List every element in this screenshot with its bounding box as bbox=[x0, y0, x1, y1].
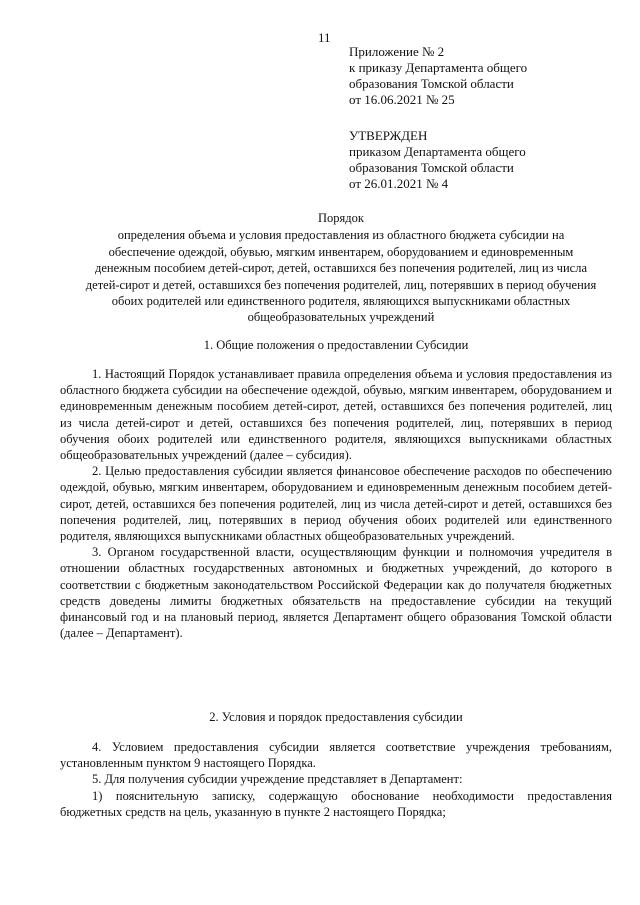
document-title: Порядок bbox=[318, 211, 364, 225]
paragraph: 2. Целью предоставления субсидии является финансовое обеспечение расходов по обеспечению одеждой, обувью, мягким инвентарем, оборудованием и единовременным денежным пособием детей-сирот, детей, оставшихся без попечения родителей, лиц из числа детей-сирот и детей, оставшихся без попечения родителей, лиц, потерявших в период обучения обоих родителей или единственного родителя, являющихся выпускниками областных общеобразовательных учреждений. bbox=[60, 464, 612, 544]
approval-line: приказом Департамента общего bbox=[349, 144, 526, 159]
appendix-line: образования Томской области bbox=[349, 76, 514, 91]
approval-stamp bbox=[349, 128, 609, 192]
section-body bbox=[60, 366, 612, 641]
page-number: 11 bbox=[318, 30, 331, 45]
paragraph: 1. Настоящий Порядок устанавливает правила определения объема и условия предоставления из областного бюджета субсидии на обеспечение одеждой, обувью, мягким инвентарем, оборудованием и единовременным денежным пособием детей-сирот, детей, оставшихся без попечения родителей, лиц из числа детей-сирот и детей, оставшихся без попечения родителей, лиц, потерявших в период обучения обоих родителей или единственного родителя, являющихся выпускниками областных общеобразовательных учреждений (далее – субсидия). bbox=[60, 367, 612, 463]
appendix-line: Приложение № 2 bbox=[349, 44, 445, 59]
paragraph: 1) пояснительную записку, содержащую обоснование необходимости предоставления бюджетных средств на цель, указанную в пункте 2 настоящего Порядка; bbox=[60, 788, 612, 819]
appendix-line: от 16.06.2021 № 25 bbox=[349, 92, 455, 107]
document-title-block bbox=[85, 210, 597, 326]
paragraph: 5. Для получения субсидии учреждение представляет в Департамент: bbox=[92, 772, 463, 787]
paragraph: 4. Условием предоставления субсидии является соответствие учреждения требованиям, установленным пунктом 9 настоящего Порядка. bbox=[60, 740, 612, 771]
appendix-line: к приказу Департамента общего bbox=[349, 60, 528, 75]
section-body bbox=[60, 739, 612, 820]
appendix-stamp bbox=[349, 44, 609, 108]
paragraph: 3. Органом государственной власти, осуществляющим функции и полномочия учредителя в отношении областных государственных автономных и бюджетных учреждений, до которого в соответствии с бюджетным законодательством Российской Федерации как до получателя бюджетных средств доведены лимиты бюджетных обязательств на предоставление субсидии на текущий финансовый год и на плановый период, является Департамент общего образования Томской области (далее – Департамент). bbox=[60, 545, 612, 641]
approval-line: УТВЕРЖДЕН bbox=[349, 128, 428, 143]
section-heading: 1. Общие положения о предоставлении Субсидии bbox=[203, 338, 469, 352]
approval-line: от 26.01.2021 № 4 bbox=[349, 176, 449, 191]
approval-line: образования Томской области bbox=[349, 160, 514, 175]
document-subtitle: определения объема и условия предоставления из областного бюджета субсидии на обеспечение одеждой, обувью, мягким инвентарем, оборудованием и единовременным денежным пособием детей-сирот, детей, оставшихся без попечения родителей, лиц из числа детей-сирот и детей, оставшихся без попечения родителей, лиц, потерявших в период обучения обоих родителей или единственного родителя, являющихся выпускниками областных общеобразовательных учреждений bbox=[85, 228, 597, 325]
section-heading: 2. Условия и порядок предоставления субсидии bbox=[209, 710, 463, 724]
